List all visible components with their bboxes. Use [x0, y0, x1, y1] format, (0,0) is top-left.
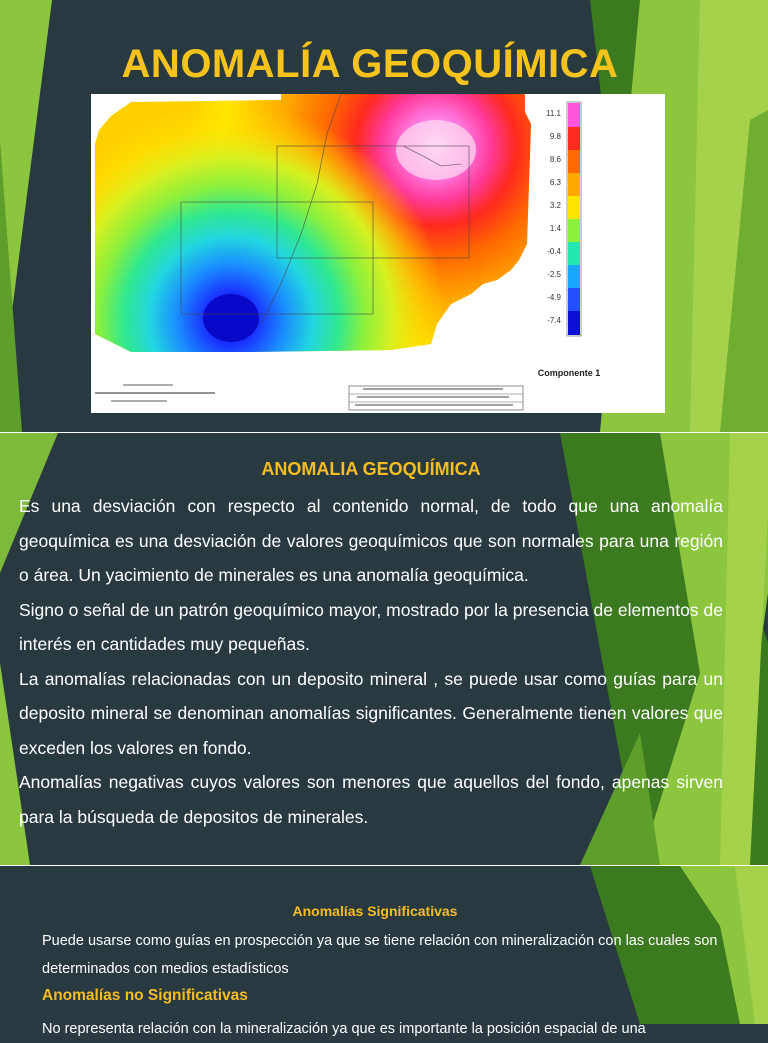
legend-colorbar	[567, 102, 581, 336]
slide-2	[0, 433, 768, 865]
paragraph: Anomalías negativas cuyos valores son menores que aquellos del fondo, apenas sirven para la búsqueda de depositos de minerales.	[19, 772, 723, 827]
anomaly-map-figure	[91, 94, 665, 413]
non-significant-anomalies-text: No representa relación con la mineralización ya que es importante la posición espacial de una	[42, 1021, 646, 1037]
legend-label: 9.8	[549, 132, 561, 141]
legend-label: -7.4	[547, 316, 561, 325]
significant-anomalies-heading: Anomalías Significativas	[292, 903, 458, 919]
map-title-block	[95, 384, 523, 410]
paragraph: Signo o señal de un patrón geoquímico mayor, mostrado por la presencia de elementos de interés en cantidades muy pequeñas.	[19, 599, 723, 654]
significant-anomalies-text: Puede usarse como guías en prospección ya que se tiene relación con mineralización con las cuales son determinados con medios estadísticos	[42, 933, 718, 977]
legend-label: 8.6	[549, 155, 561, 164]
paragraph: Es una desviación con respecto al contenido normal, de todo que una anomalía geoquímica es una desviación de valores geoquímicos que son normales para una región o área. Un yacimiento de minerales es una anomalía geoquímica.	[19, 496, 723, 585]
slide-1	[0, 0, 768, 432]
legend-label: 3.2	[549, 201, 561, 210]
legend-label: -4.9	[547, 293, 561, 302]
definition-text	[19, 489, 723, 834]
legend-labels	[546, 109, 562, 325]
legend-label: 6.3	[549, 178, 561, 187]
slide-title: ANOMALÍA GEOQUÍMICA	[121, 42, 619, 86]
legend-label: -2.5	[547, 270, 561, 279]
non-significant-anomalies-heading: Anomalías no Significativas	[42, 987, 248, 1004]
component-label: Componente 1	[537, 368, 601, 378]
legend-label: 1.4	[549, 224, 561, 233]
legend-label: 11.1	[546, 109, 561, 118]
section-heading: ANOMALIA GEOQUÍMICA	[261, 459, 481, 479]
legend-label: -0.4	[547, 247, 561, 256]
slide-3	[0, 866, 768, 1037]
paragraph: La anomalías relacionadas con un deposito mineral , se puede usar como guías para un deposito mineral se denominan anomalías significantes. Generalmente tienen valores que exceden los valores en fondo.	[19, 668, 723, 758]
